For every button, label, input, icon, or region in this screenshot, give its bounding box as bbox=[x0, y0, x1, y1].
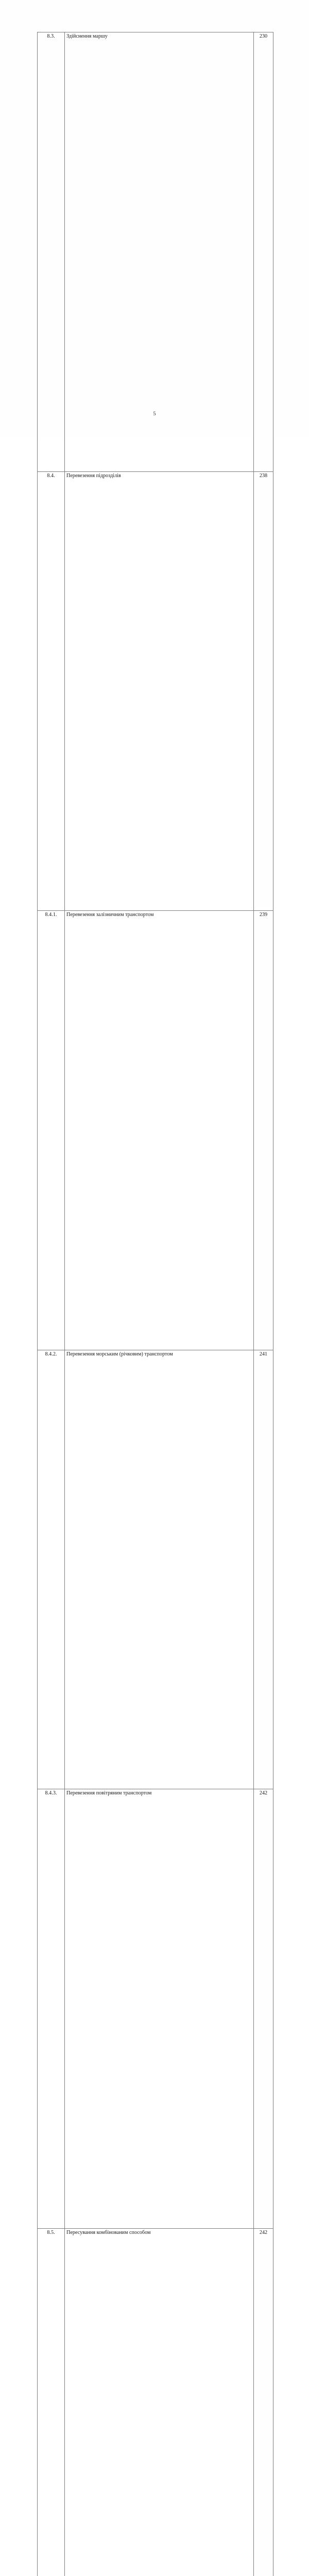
page-number-cell: 242 bbox=[254, 1789, 273, 2229]
page-number-cell: 230 bbox=[254, 32, 273, 472]
page-number-cell: 241 bbox=[254, 1350, 273, 1789]
table-row bbox=[38, 2228, 273, 2576]
section-title: Здійснення маршу bbox=[65, 32, 254, 472]
section-title: Перевезення повітряним транспортом bbox=[65, 1789, 254, 2229]
table-row bbox=[38, 32, 273, 472]
section-title: Перевезення підрозділів bbox=[65, 471, 254, 911]
table-row bbox=[38, 911, 273, 1350]
section-number: 8.4.3. bbox=[38, 1789, 65, 2229]
page-number-cell: 238 bbox=[254, 471, 273, 911]
section-number: 8.5. bbox=[38, 2228, 65, 2576]
page-number-cell: 242 bbox=[254, 2228, 273, 2576]
section-number: 8.4.2. bbox=[38, 1350, 65, 1789]
section-number: 8.4.1. bbox=[38, 911, 65, 1350]
document-page bbox=[0, 0, 309, 437]
section-title: Перевезення морським (річковим) транспортом bbox=[65, 1350, 254, 1789]
page-number-cell: 239 bbox=[254, 911, 273, 1350]
section-number: 8.3. bbox=[38, 32, 65, 472]
section-number: 8.4. bbox=[38, 471, 65, 911]
page-folio: 5 bbox=[0, 411, 309, 417]
table-row bbox=[38, 1789, 273, 2229]
section-title: Перевезення залізничним транспортом bbox=[65, 911, 254, 1350]
section-title: Пересування комбінованим способом bbox=[65, 2228, 254, 2576]
table-row bbox=[38, 1350, 273, 1789]
table-row bbox=[38, 471, 273, 911]
